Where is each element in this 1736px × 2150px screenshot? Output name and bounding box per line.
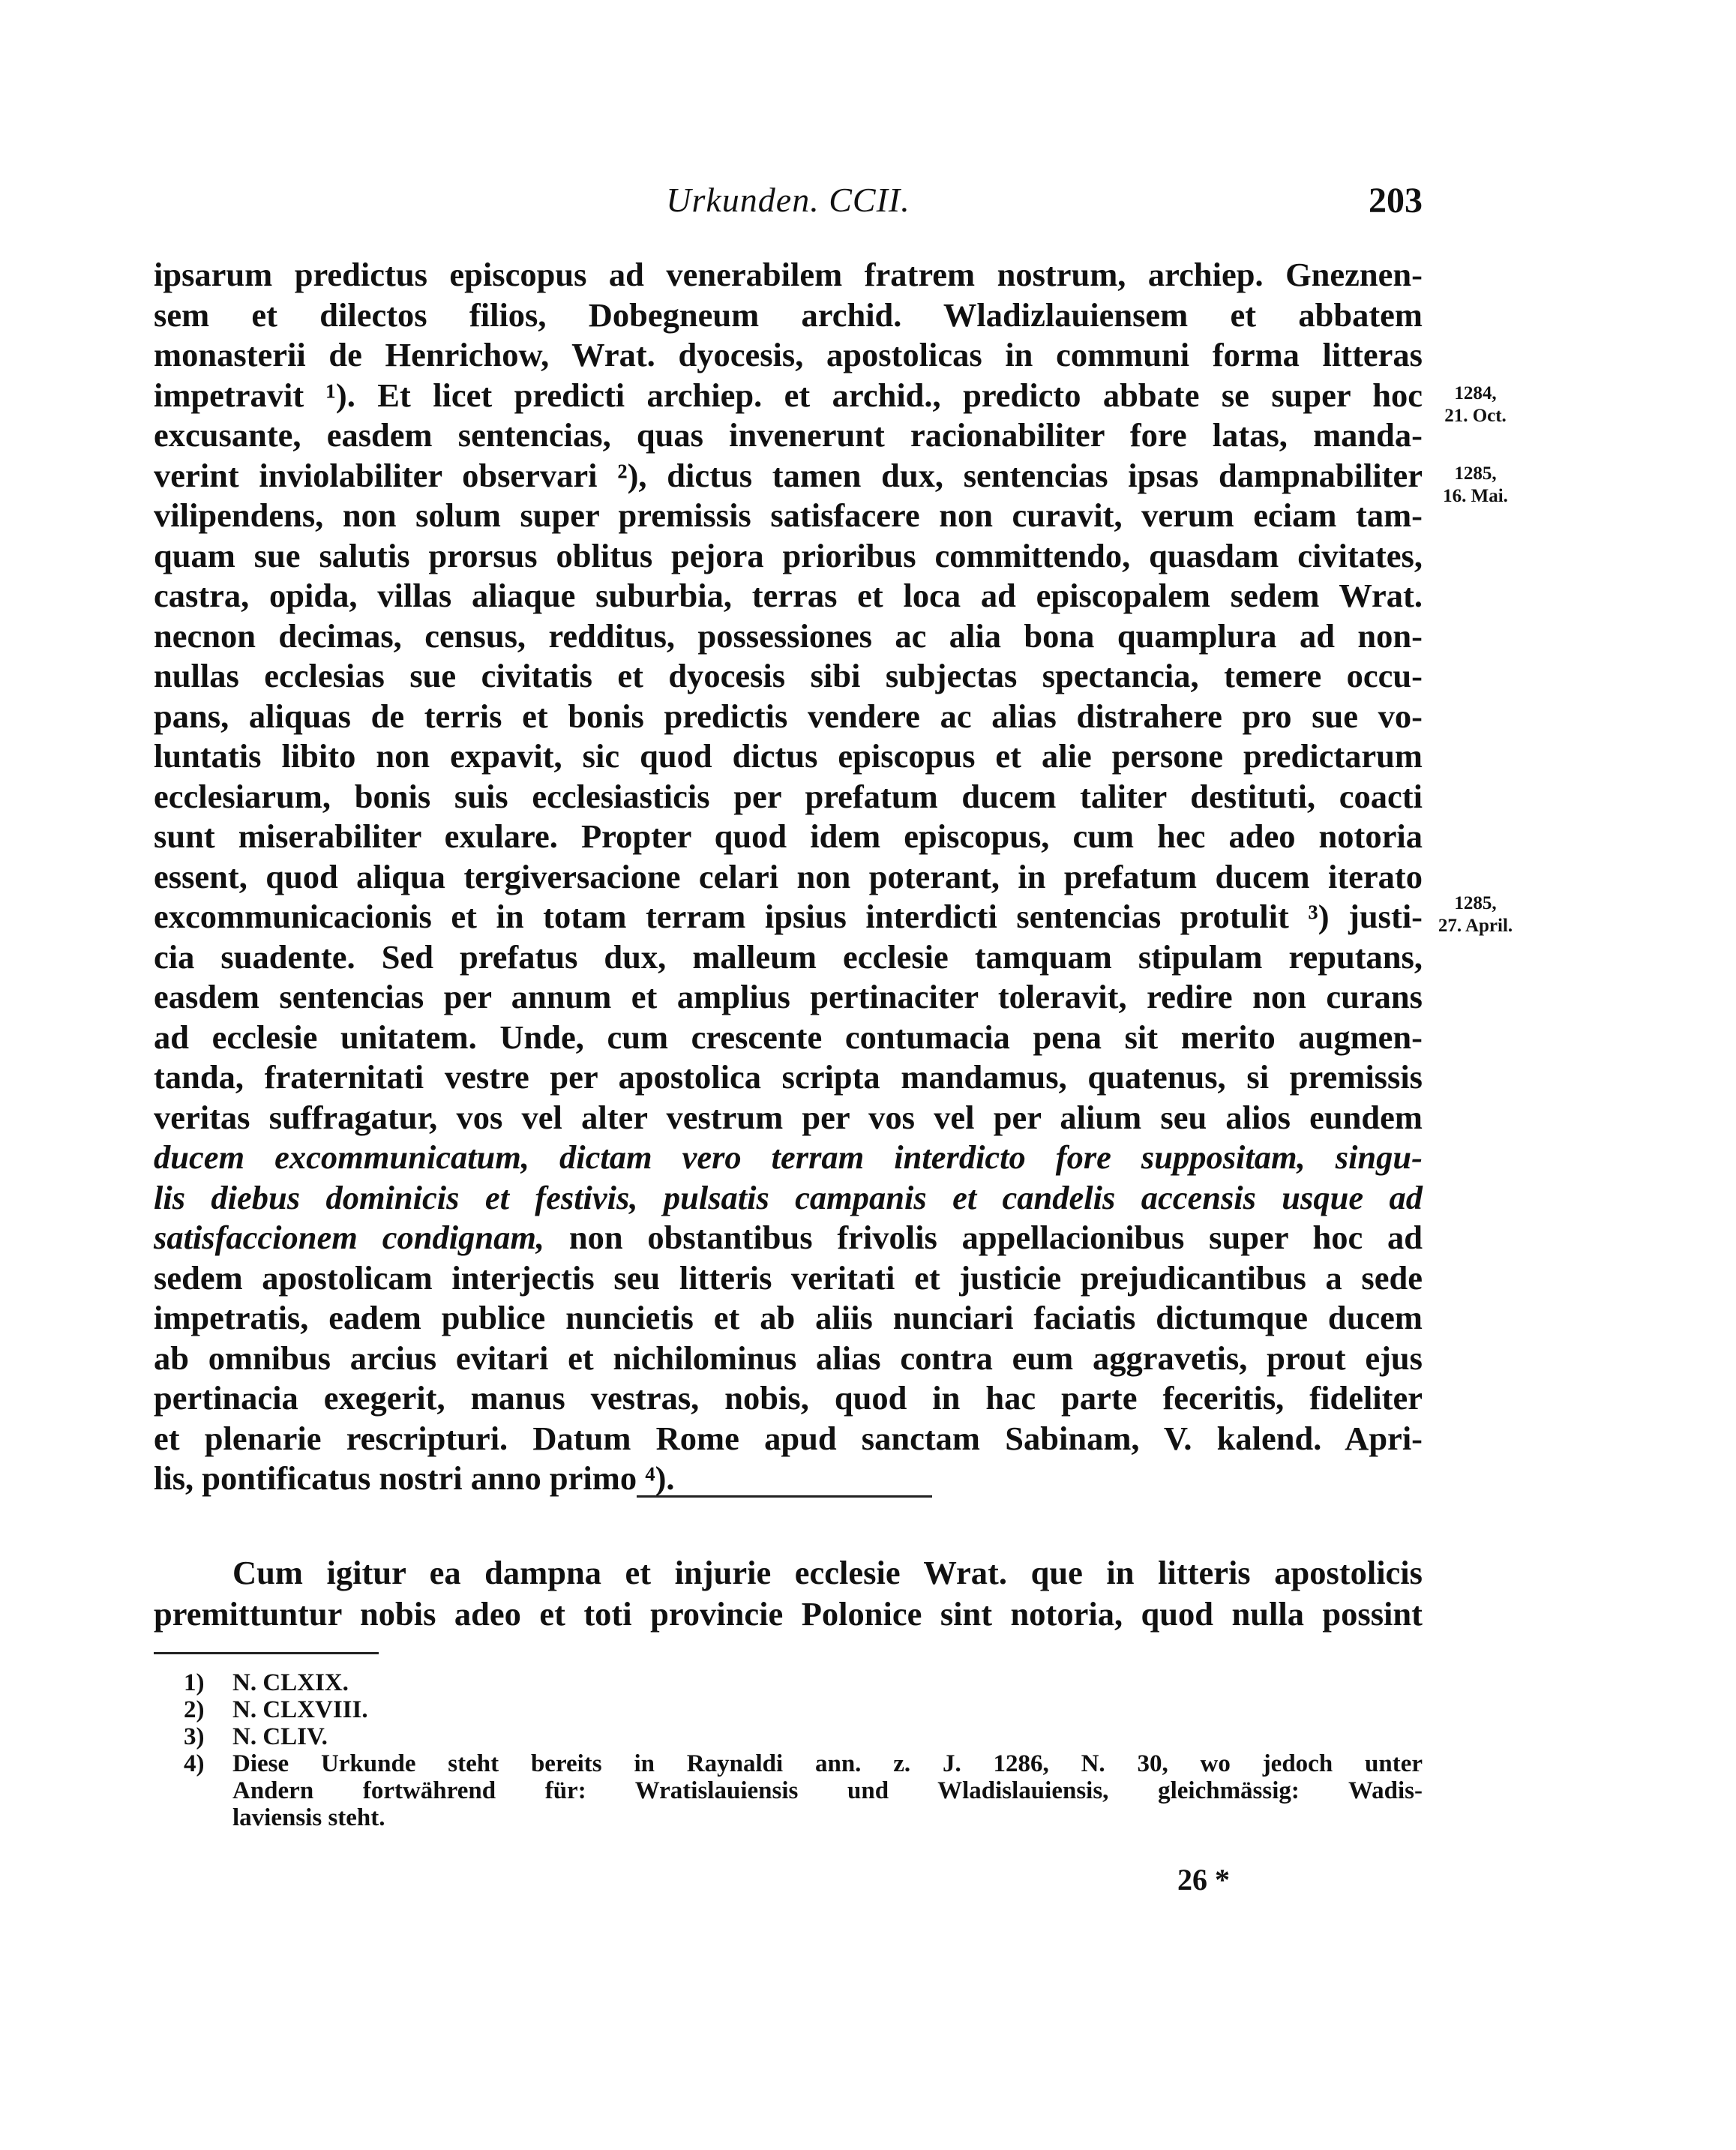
margin-day: 16. Mai.: [1443, 486, 1508, 506]
text-line-italic: ducem excommunicatum, dictam vero terram interdicto fore suppositam, singu-: [154, 1138, 1423, 1176]
text-line: Cum igitur ea dampna et injurie ecclesie Wrat. que in litteris apostolicis: [232, 1554, 1423, 1591]
text-line: nullas ecclesias sue civitatis et dyocesis sibi subjectas spectancia, temere occu-: [154, 657, 1423, 694]
section-divider: [637, 1495, 932, 1498]
text-line: sunt miserabiliter exulare. Propter quod idem episcopus, cum hec adeo notoria: [154, 817, 1423, 855]
margin-year: 1284,: [1454, 383, 1497, 403]
text-line: excusante, easdem sentencias, quas invenerunt racionabiliter fore latas, manda-: [154, 416, 1423, 454]
text-line: easdem sentencias per annum et amplius pertinaciter toleravit, redire non curans: [154, 978, 1423, 1015]
running-title: Urkunden. CCII.: [666, 181, 910, 219]
margin-day: 27. April.: [1438, 916, 1513, 936]
text-line: castra, opida, villas aliaque suburbia, terras et loca ad episcopalem sedem Wrat.: [154, 577, 1423, 614]
text-line: sedem apostolicam interjectis seu litteris veritati et justicie prejudicantibus a sede: [154, 1258, 1423, 1297]
footnote-text: N. CLXIX.: [232, 1669, 349, 1696]
second-paragraph: [154, 1552, 1423, 1635]
text-line-italic: lis diebus dominicis et festivis, pulsatis campanis et candelis accensis usque ad: [154, 1178, 1423, 1216]
text-line: ipsarum predictus episcopus ad venerabilem fratrem nostrum, archiep. Gneznen-: [154, 256, 1423, 293]
text-line: luntatis libito non expavit, sic quod dictus episcopus et alie persone predictarum: [154, 737, 1423, 775]
footnote-continuation: laviensis steht.: [232, 1804, 385, 1831]
italic-segment: satisfaccionem condignam,: [154, 1219, 545, 1256]
margin-day: 21. Oct.: [1444, 406, 1507, 426]
text-line: lis, pontificatus nostri anno primo ⁴).: [154, 1459, 675, 1497]
text-line: vilipendens, non solum super premissis satisfacere non curavit, verum eciam tam-: [154, 496, 1423, 534]
footnote: [154, 1696, 1423, 1723]
text-line: ab omnibus arcius evitari et nichilominus alias contra eum aggravetis, prout ejus: [154, 1339, 1423, 1377]
footnote-number: 1): [184, 1669, 205, 1696]
text-line: monasterii de Henrichow, Wrat. dyocesis, apostolicas in communi forma litteras: [154, 336, 1423, 373]
text-line: impetratis, eadem publice nuncietis et ab aliis nunciari faciatis dictumque ducem: [154, 1299, 1423, 1336]
footnote-number: 4): [184, 1750, 205, 1777]
text-line: veritas suffragatur, vos vel alter vestrum per vos vel per alium seu alios eundem: [154, 1098, 1423, 1136]
text-line: quam sue salutis prorsus oblitus pejora prioribus committendo, quasdam civitates,: [154, 536, 1423, 574]
text-line: excommunicacionis et in totam terram ipsius interdicti sentencias protulit ³) justi-: [154, 898, 1423, 935]
text-line: et plenarie rescripturi. Datum Rome apud sanctam Sabinam, V. kalend. Apri-: [154, 1419, 1423, 1457]
footnote-number: 3): [184, 1723, 205, 1750]
text-line: sem et dilectos filios, Dobegneum archid. Wladizlauiensem et abbatem: [154, 295, 1423, 334]
text-line: pertinacia exegerit, manus vestras, nobis, quod in hac parte feceritis, fideliter: [154, 1379, 1423, 1417]
text-line: pans, aliquas de terris et bonis predictis vendere ac alias distrahere pro sue vo-: [154, 697, 1423, 735]
page-number: 203: [1369, 181, 1423, 220]
roman-segment: non obstantibus frivolis appellacionibus super hoc ad: [544, 1219, 1423, 1256]
footnote-text: N. CLIV.: [232, 1723, 328, 1750]
footnote: [154, 1750, 1423, 1777]
footnote-continuation: Andern fortwährend für: Wratislauiensis und Wladislauiensis, gleichmässig: Wadis-: [232, 1777, 1423, 1804]
text-line: impetravit ¹). Et licet predicti archiep. et archid., predicto abbate se super hoc: [154, 376, 1423, 414]
footnote: [154, 1723, 1423, 1750]
footnote-text: Diese Urkunde steht bereits in Raynaldi ann. z. J. 1286, N. 30, wo jedoch unter: [232, 1750, 1423, 1777]
text-line: necnon decimas, census, redditus, possessiones ac alia bona quamplura ad non-: [154, 616, 1423, 655]
footnote: [154, 1669, 1423, 1696]
text-line: tanda, fraternitati vestre per apostolica scripta mandamus, quatenus, si premissis: [154, 1058, 1423, 1096]
main-paragraph: [154, 255, 1423, 1499]
text-line: essent, quod aliqua tergiversacione celari non poterant, in prefatum ducem iterato: [154, 857, 1423, 895]
text-line: cia suadente. Sed prefatus dux, malleum ecclesie tamquam stipulam reputans,: [154, 937, 1423, 976]
footnote-number: 2): [184, 1696, 205, 1723]
text-line: premittuntur nobis adeo et toti provincie Polonice sint notoria, quod nulla possint: [154, 1595, 1423, 1633]
footnote-divider: [154, 1652, 379, 1654]
text-line: verint inviolabiliter observari ²), dictus tamen dux, sentencias ipsas dampnabiliter: [154, 456, 1423, 494]
text-line-mixed: [154, 1218, 1423, 1258]
footnotes: [154, 1669, 1423, 1831]
footnote-text: N. CLXVIII.: [232, 1696, 368, 1723]
margin-date-note: [1425, 892, 1526, 937]
text-line: ad ecclesie unitatem. Unde, cum crescente contumacia pena sit merito augmen-: [154, 1018, 1423, 1056]
margin-date-note: [1425, 382, 1526, 427]
text-line: ecclesiarum, bonis suis ecclesiasticis per prefatum ducem taliter destituti, coacti: [154, 777, 1423, 815]
margin-date-note: [1425, 463, 1526, 508]
running-header: [154, 180, 1423, 225]
signature-mark: 26 *: [1177, 1863, 1230, 1897]
margin-year: 1285,: [1454, 893, 1497, 913]
margin-year: 1285,: [1454, 463, 1497, 484]
